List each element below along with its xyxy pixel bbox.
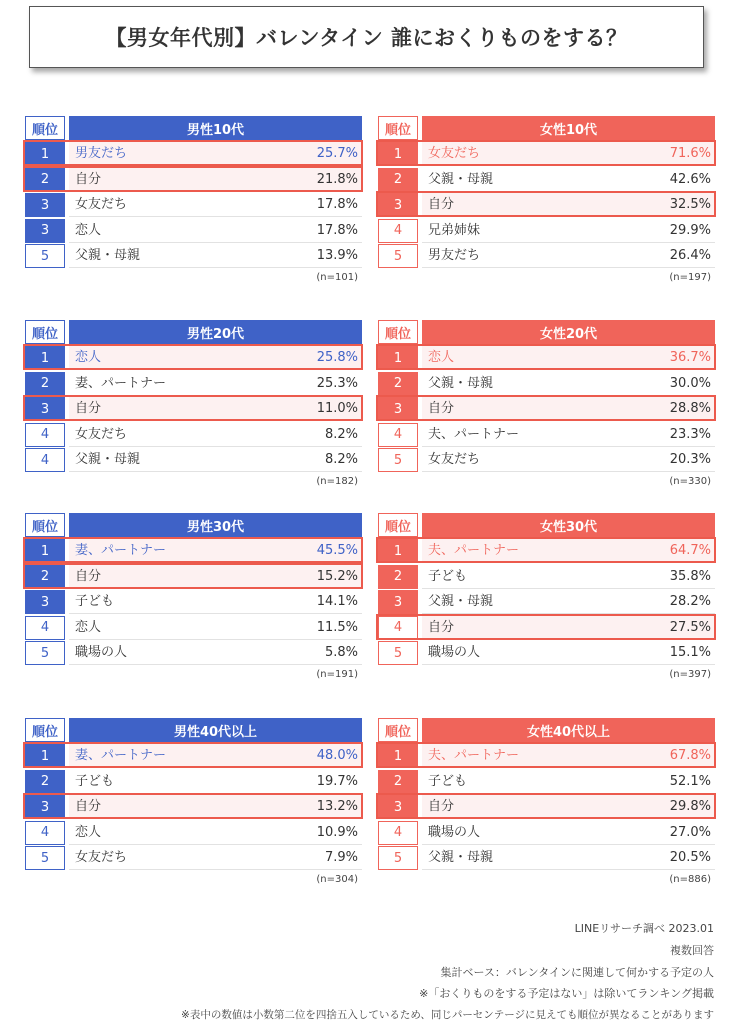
recipient-label: 父親・母親	[75, 452, 141, 467]
table-row	[25, 219, 362, 245]
rank-number: 4	[378, 616, 418, 640]
recipient-label: 女友だち	[75, 426, 128, 442]
percentage-value: 25.7%	[316, 146, 358, 161]
table-header	[25, 718, 362, 742]
row-cell	[69, 142, 362, 166]
rank-number: 4	[378, 821, 418, 845]
rank-number: 1	[25, 142, 65, 166]
rank-number: 1	[378, 346, 418, 370]
table-row	[25, 539, 362, 565]
percentage-value: 20.5%	[669, 850, 711, 865]
table-row	[25, 565, 362, 591]
rank-number: 1	[25, 346, 65, 370]
rank-number: 3	[378, 193, 418, 217]
row-cell	[69, 423, 362, 447]
percentage-value: 23.3%	[669, 426, 711, 442]
percentage-value: 17.8%	[316, 222, 358, 238]
percentage-value: 32.5%	[669, 197, 711, 212]
table-row	[25, 346, 362, 372]
table-row	[378, 346, 715, 372]
row-cell	[422, 168, 715, 192]
row-cell	[422, 846, 715, 870]
percentage-value: 14.1%	[316, 594, 358, 609]
rank-number: 5	[378, 641, 418, 665]
percentage-value: 20.3%	[669, 452, 711, 467]
recipient-label: 父親・母親	[428, 850, 494, 865]
percentage-value: 17.8%	[316, 197, 358, 212]
footer-answer-type: 複数回答	[670, 944, 714, 957]
rank-number: 2	[378, 770, 418, 794]
table-row	[378, 219, 715, 245]
table-row	[25, 641, 362, 667]
row-cell	[69, 244, 362, 268]
table-row	[25, 448, 362, 474]
rank-number: 3	[25, 219, 65, 243]
percentage-value: 27.0%	[669, 824, 711, 840]
table-row	[378, 744, 715, 770]
recipient-label: 夫、パートナー	[428, 426, 520, 442]
ranking-table	[25, 116, 362, 283]
rank-number: 4	[25, 448, 65, 472]
percentage-value: 8.2%	[324, 426, 358, 442]
table-row	[25, 244, 362, 270]
row-cell	[422, 346, 715, 370]
rank-number: 2	[378, 168, 418, 192]
sample-size: (n=397)	[669, 668, 711, 680]
rank-number: 4	[25, 616, 65, 640]
ranking-table	[378, 320, 715, 487]
table-row	[25, 423, 362, 449]
table-row	[25, 590, 362, 616]
percentage-value: 29.8%	[669, 799, 711, 814]
percentage-value: 11.5%	[316, 619, 358, 635]
rank-number: 3	[25, 795, 65, 819]
group-header: 女性10代	[422, 116, 715, 140]
table-row	[25, 770, 362, 796]
rank-number: 2	[25, 770, 65, 794]
row-cell	[69, 565, 362, 589]
row-cell	[69, 744, 362, 768]
ranking-table	[25, 718, 362, 885]
recipient-label: 自分	[75, 568, 102, 584]
rank-number: 4	[378, 219, 418, 243]
rank-number: 5	[378, 846, 418, 870]
recipient-label: 子ども	[75, 594, 115, 609]
rank-header: 順位	[25, 513, 65, 537]
percentage-value: 30.0%	[669, 375, 711, 391]
row-cell	[422, 448, 715, 472]
row-cell	[69, 590, 362, 614]
percentage-value: 15.2%	[316, 568, 358, 584]
recipient-label: 職場の人	[75, 645, 128, 660]
rank-number: 3	[378, 795, 418, 819]
percentage-value: 25.8%	[316, 350, 358, 365]
rank-header: 順位	[25, 718, 65, 742]
recipient-label: 子ども	[428, 568, 468, 584]
table-row	[25, 846, 362, 872]
recipient-label: 子ども	[428, 773, 468, 789]
recipient-label: 女友だち	[75, 850, 128, 865]
table-row	[378, 565, 715, 591]
table-row	[378, 448, 715, 474]
table-row	[25, 616, 362, 642]
rank-number: 2	[378, 372, 418, 396]
table-row	[25, 168, 362, 194]
footer-base: 集計ベース：バレンタインに関連して何かする予定の人	[440, 966, 714, 979]
table-row	[378, 397, 715, 423]
table-row	[25, 372, 362, 398]
recipient-label: 自分	[75, 171, 102, 187]
rank-number: 3	[25, 590, 65, 614]
group-header: 女性30代	[422, 513, 715, 537]
table-header	[378, 320, 715, 344]
recipient-label: 男友だち	[428, 248, 481, 263]
row-cell	[69, 539, 362, 563]
table-row	[378, 795, 715, 821]
percentage-value: 7.9%	[324, 850, 358, 865]
percentage-value: 8.2%	[324, 452, 358, 467]
percentage-value: 21.8%	[316, 171, 358, 187]
row-cell	[422, 142, 715, 166]
rank-header: 順位	[378, 116, 418, 140]
percentage-value: 5.8%	[324, 645, 358, 660]
recipient-label: 父親・母親	[428, 171, 494, 187]
table-header	[25, 513, 362, 537]
row-cell	[69, 641, 362, 665]
rank-number: 5	[25, 641, 65, 665]
sample-size: (n=197)	[669, 271, 711, 283]
table-row	[378, 372, 715, 398]
percentage-value: 25.3%	[316, 375, 358, 391]
percentage-value: 10.9%	[316, 824, 358, 840]
table-row	[378, 590, 715, 616]
row-cell	[69, 372, 362, 396]
group-header: 女性20代	[422, 320, 715, 344]
rank-header: 順位	[378, 320, 418, 344]
row-cell	[69, 346, 362, 370]
row-cell	[422, 423, 715, 447]
sample-size: (n=886)	[669, 873, 711, 885]
percentage-value: 11.0%	[316, 401, 358, 416]
table-row	[25, 193, 362, 219]
recipient-label: 恋人	[428, 350, 455, 365]
rank-number: 3	[25, 397, 65, 421]
footer-source: LINEリサーチ調べ 2023.01	[574, 922, 714, 935]
group-header: 男性10代	[69, 116, 362, 140]
rank-number: 1	[25, 744, 65, 768]
recipient-label: 父親・母親	[428, 594, 494, 609]
recipient-label: 女友だち	[428, 452, 481, 467]
rank-number: 1	[378, 142, 418, 166]
table-row	[378, 539, 715, 565]
percentage-value: 71.6%	[669, 146, 711, 161]
table-row	[378, 142, 715, 168]
sample-size: (n=304)	[316, 873, 358, 885]
recipient-label: 自分	[428, 619, 455, 635]
percentage-value: 28.8%	[669, 401, 711, 416]
table-row	[378, 641, 715, 667]
percentage-value: 13.9%	[316, 248, 358, 263]
row-cell	[422, 744, 715, 768]
recipient-label: 女友だち	[428, 146, 481, 161]
row-cell	[69, 193, 362, 217]
row-cell	[422, 244, 715, 268]
footer-note1: ※「おくりものをする予定はない」は除いてランキング掲載	[419, 987, 714, 1000]
percentage-value: 64.7%	[669, 543, 711, 558]
table-row	[378, 244, 715, 270]
percentage-value: 15.1%	[669, 645, 711, 660]
percentage-value: 27.5%	[669, 619, 711, 635]
percentage-value: 45.5%	[316, 543, 358, 558]
rank-number: 3	[378, 590, 418, 614]
row-cell	[422, 193, 715, 217]
table-row	[25, 142, 362, 168]
sample-size: (n=101)	[316, 271, 358, 283]
page-title: 【男女年代別】バレンタイン 誰におくりものをする？	[29, 6, 704, 68]
table-row	[25, 821, 362, 847]
rank-header: 順位	[378, 513, 418, 537]
sample-size: (n=191)	[316, 668, 358, 680]
ranking-table	[25, 513, 362, 680]
row-cell	[69, 770, 362, 794]
recipient-label: 女友だち	[75, 197, 128, 212]
row-cell	[422, 616, 715, 640]
rank-number: 4	[378, 423, 418, 447]
row-cell	[69, 448, 362, 472]
sample-size: (n=330)	[669, 475, 711, 487]
table-row	[25, 744, 362, 770]
row-cell	[422, 565, 715, 589]
percentage-value: 52.1%	[669, 773, 711, 789]
table-row	[378, 846, 715, 872]
rank-number: 1	[378, 539, 418, 563]
recipient-label: 恋人	[75, 824, 102, 840]
row-cell	[422, 641, 715, 665]
rank-number: 5	[25, 846, 65, 870]
recipient-label: 職場の人	[428, 645, 481, 660]
rank-number: 1	[25, 539, 65, 563]
group-header: 女性40代以上	[422, 718, 715, 742]
rank-number: 2	[25, 168, 65, 192]
row-cell	[422, 590, 715, 614]
row-cell	[69, 397, 362, 421]
table-header	[378, 116, 715, 140]
recipient-label: 妻、パートナー	[75, 543, 167, 558]
rank-number: 3	[378, 397, 418, 421]
rank-number: 4	[25, 821, 65, 845]
percentage-value: 29.9%	[669, 222, 711, 238]
recipient-label: 父親・母親	[75, 248, 141, 263]
ranking-table	[378, 513, 715, 680]
recipient-label: 恋人	[75, 222, 102, 238]
row-cell	[69, 168, 362, 192]
table-row	[25, 795, 362, 821]
recipient-label: 子ども	[75, 773, 115, 789]
row-cell	[422, 770, 715, 794]
ranking-table	[378, 718, 715, 885]
rank-number: 5	[378, 244, 418, 268]
recipient-label: 自分	[75, 401, 102, 416]
rank-number: 5	[25, 244, 65, 268]
recipient-label: 父親・母親	[428, 375, 494, 391]
footer-note2: ※表中の数値は小数第二位を四捨五入しているため、同じパーセンテージに見えても順位が異なることがあります	[181, 1009, 714, 1021]
row-cell	[69, 219, 362, 243]
row-cell	[69, 795, 362, 819]
rank-number: 2	[25, 565, 65, 589]
recipient-label: 兄弟姉妹	[428, 222, 481, 238]
recipient-label: 夫、パートナー	[428, 543, 520, 558]
recipient-label: 自分	[428, 401, 455, 416]
percentage-value: 19.7%	[316, 773, 358, 789]
recipient-label: 夫、パートナー	[428, 748, 520, 763]
recipient-label: 職場の人	[428, 824, 481, 840]
row-cell	[69, 616, 362, 640]
recipient-label: 自分	[428, 799, 455, 814]
row-cell	[69, 846, 362, 870]
rank-number: 4	[25, 423, 65, 447]
rank-header: 順位	[25, 320, 65, 344]
ranking-table	[378, 116, 715, 283]
table-row	[378, 821, 715, 847]
percentage-value: 42.6%	[669, 171, 711, 187]
recipient-label: 男友だち	[75, 146, 128, 161]
rank-number: 2	[25, 372, 65, 396]
table-row	[378, 616, 715, 642]
percentage-value: 13.2%	[316, 799, 358, 814]
recipient-label: 妻、パートナー	[75, 375, 167, 391]
table-row	[25, 397, 362, 423]
sample-size: (n=182)	[316, 475, 358, 487]
group-header: 男性30代	[69, 513, 362, 537]
table-row	[378, 193, 715, 219]
row-cell	[422, 219, 715, 243]
table-header	[378, 718, 715, 742]
rank-number: 2	[378, 565, 418, 589]
percentage-value: 28.2%	[669, 594, 711, 609]
table-header	[25, 320, 362, 344]
percentage-value: 36.7%	[669, 350, 711, 365]
percentage-value: 26.4%	[669, 248, 711, 263]
percentage-value: 35.8%	[669, 568, 711, 584]
ranking-table	[25, 320, 362, 487]
row-cell	[422, 821, 715, 845]
recipient-label: 妻、パートナー	[75, 748, 167, 763]
rank-number: 3	[25, 193, 65, 217]
percentage-value: 48.0%	[316, 748, 358, 763]
table-row	[378, 168, 715, 194]
rank-number: 5	[378, 448, 418, 472]
table-header	[25, 116, 362, 140]
rank-number: 1	[378, 744, 418, 768]
row-cell	[422, 372, 715, 396]
recipient-label: 自分	[428, 197, 455, 212]
row-cell	[69, 821, 362, 845]
recipient-label: 自分	[75, 799, 102, 814]
recipient-label: 恋人	[75, 350, 102, 365]
group-header: 男性40代以上	[69, 718, 362, 742]
rank-header: 順位	[378, 718, 418, 742]
row-cell	[422, 795, 715, 819]
table-row	[378, 423, 715, 449]
row-cell	[422, 397, 715, 421]
group-header: 男性20代	[69, 320, 362, 344]
percentage-value: 67.8%	[669, 748, 711, 763]
rank-header: 順位	[25, 116, 65, 140]
table-header	[378, 513, 715, 537]
recipient-label: 恋人	[75, 619, 102, 635]
table-row	[378, 770, 715, 796]
row-cell	[422, 539, 715, 563]
